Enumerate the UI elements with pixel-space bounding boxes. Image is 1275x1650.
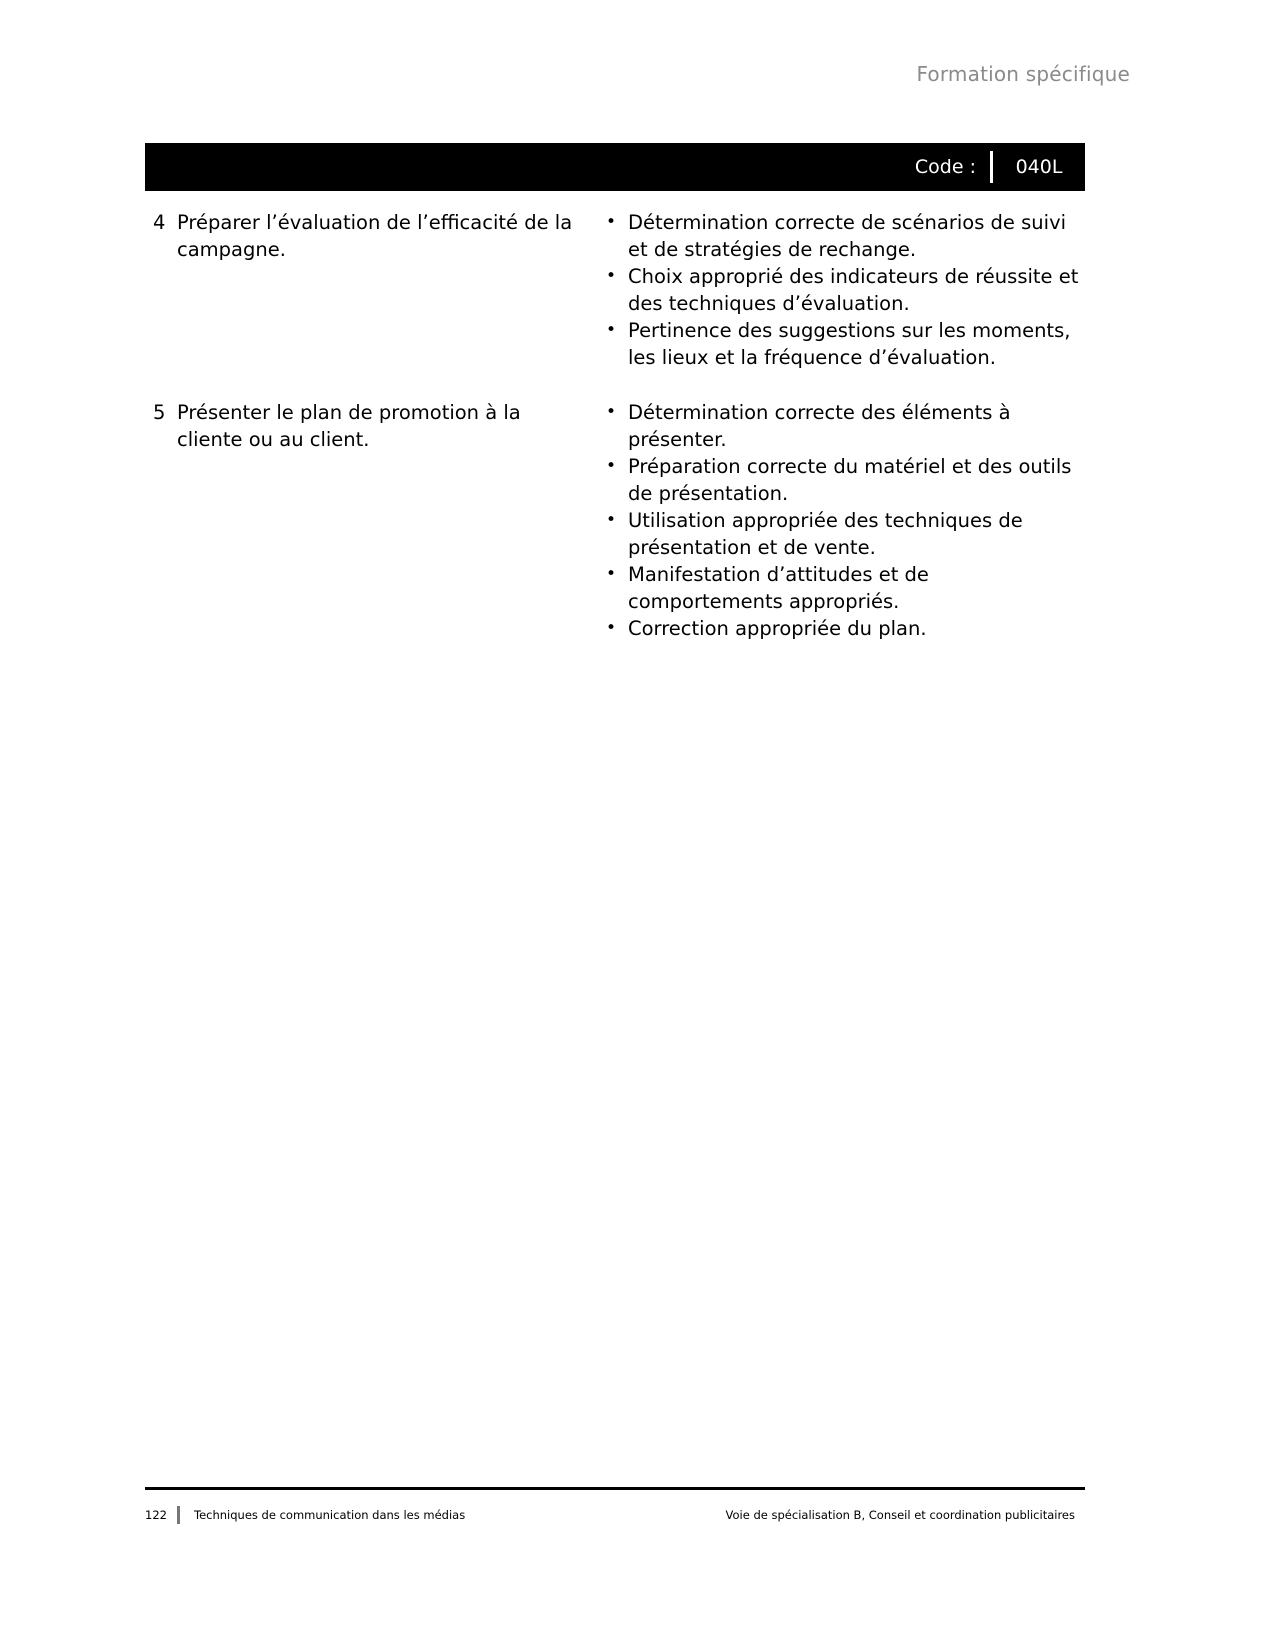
task-number: 4 (153, 211, 166, 234)
code-bar (145, 143, 1085, 190)
code-value: 040L (1015, 155, 1063, 178)
competency-table (145, 205, 1085, 664)
task-text: Présenter le plan de promotion à la cliente ou au client. (177, 401, 521, 451)
criterion-text: Utilisation appropriée des techniques de présentation et de vente. (628, 509, 1023, 559)
criterion-text: Correction appropriée du plan. (628, 617, 927, 640)
page-footer (145, 1500, 1085, 1530)
list-item (600, 615, 1085, 642)
bullet-icon: • (606, 510, 617, 530)
footer-divider (145, 1487, 1085, 1490)
criteria-list (600, 399, 1085, 642)
code-bar-underline (145, 188, 1085, 191)
criterion-text: Pertinence des suggestions sur les moments, les lieux et la fréquence d’évaluation. (628, 319, 1071, 369)
task-text: Préparer l’évaluation de l’efficacité de la campagne. (177, 211, 573, 261)
criterion-text: Choix approprié des indicateurs de réussite et des techniques d’évaluation. (628, 265, 1079, 315)
bullet-icon: • (606, 564, 617, 584)
criteria-cell (600, 395, 1085, 642)
footer-page-number: 122 (145, 1508, 167, 1522)
list-item (600, 209, 1085, 263)
code-label: Code : (914, 155, 976, 178)
list-item (600, 263, 1085, 317)
criteria-cell (600, 205, 1085, 371)
table-row (145, 205, 1085, 371)
bullet-icon: • (606, 618, 617, 638)
table-row (145, 395, 1085, 642)
task-number: 5 (153, 401, 166, 424)
bullet-icon: • (606, 402, 617, 422)
list-item (600, 399, 1085, 453)
bullet-icon: • (606, 266, 617, 286)
task-cell (145, 395, 600, 453)
task-cell (145, 205, 600, 263)
criterion-text: Manifestation d’attitudes et de comportements appropriés. (628, 563, 929, 613)
list-item (600, 507, 1085, 561)
criteria-list (600, 209, 1085, 371)
footer-left-text: Techniques de communication dans les médias (194, 1508, 466, 1522)
list-item (600, 453, 1085, 507)
bullet-icon: • (606, 212, 617, 232)
bullet-icon: • (606, 456, 617, 476)
criterion-text: Préparation correcte du matériel et des outils de présentation. (628, 455, 1072, 505)
list-item (600, 561, 1085, 615)
bullet-icon: • (606, 320, 617, 340)
footer-accent-bar (177, 1506, 180, 1524)
page-header-title: Formation spécifique (916, 62, 1130, 86)
list-item (600, 317, 1085, 371)
criterion-text: Détermination correcte des éléments à présenter. (628, 401, 1011, 451)
footer-right-text: Voie de spécialisation B, Conseil et coordination publicitaires (725, 1508, 1075, 1522)
criterion-text: Détermination correcte de scénarios de suivi et de stratégies de rechange. (628, 211, 1067, 261)
